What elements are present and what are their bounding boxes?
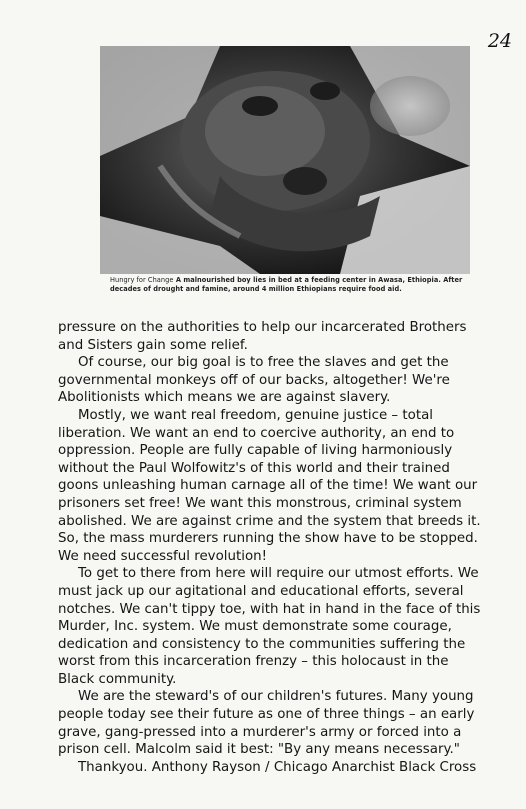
paragraph-2: Of course, our big goal is to free the slaves and get the governmental monkeys off of our backs, altogether! We're Abolitionists which means we are against slavery. [58,355,450,406]
page-number: 24 [487,30,512,52]
malnourished-boy-photo-image [100,46,470,274]
paragraph-3: Mostly, we want real freedom, genuine justice – total liberation. We want an end to coercive authority, an end to oppression. People are fully capable of living harmoniously without the Paul Wolfowitz's of this world and their trained goons unleashing human carnage all of the time! We want our prisoners set free! We want this monstrous, criminal system abolished. We are against crime and the system that breeds it. So, the mass murderers running the show have to be stopped. We need successful revolution! [58,407,481,564]
news-photo [100,46,470,274]
paragraph-5: We are the steward's of our children's futures. Many young people today see their future as one of three things – an early grave, gang-pressed into a murderer's army or forced into a prison cell. Malcolm said it best: "By any means necessary." [58,689,475,758]
signature: Thankyou. Anthony Rayson / Chicago Anarchist Black Cross [78,759,477,775]
paragraph-1: pressure on the authorities to help our incarcerated Brothers and Sisters gain some relief. [58,320,467,353]
caption-text: A malnourished boy lies in bed at a feeding center in Awasa, Ethiopia. After decades of drought and famine, around 4 million Ethiopians require food aid. [110,276,463,293]
paragraph-4: To get to there from here will require our utmost efforts. We must jack up our agitational and educational efforts, several notches. We can't tippy toe, with hat in hand in the face of this Murder, Inc. system. We must demonstrate some courage, dedication and consistency to the communities suffering the worst from this incarceration frenzy – this holocaust in the Black community. [58,566,481,687]
article-body [58,319,486,776]
photo-caption [110,276,470,294]
caption-lead: Hungry for Change [110,276,174,284]
